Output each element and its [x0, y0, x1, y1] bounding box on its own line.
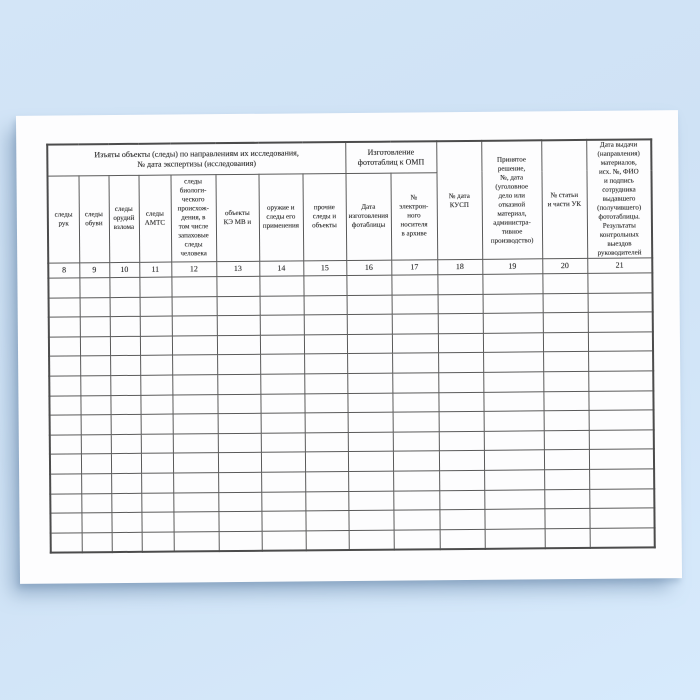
empty-cell [218, 511, 261, 531]
empty-cell [440, 509, 485, 529]
empty-cell [50, 454, 81, 474]
empty-cell [262, 531, 306, 551]
empty-cell [51, 533, 82, 553]
empty-cell [588, 312, 653, 332]
empty-cell [110, 336, 140, 356]
empty-cell [171, 277, 216, 297]
empty-cell [482, 274, 542, 294]
empty-cell [392, 314, 438, 334]
empty-cell [173, 492, 218, 512]
empty-cell [81, 474, 111, 494]
empty-cell [304, 354, 347, 374]
empty-cell [141, 434, 173, 454]
empty-cell [218, 413, 261, 433]
empty-cell [79, 278, 109, 298]
empty-cell [49, 337, 80, 357]
empty-cell [261, 413, 305, 433]
empty-cell [392, 353, 438, 373]
empty-cell [141, 493, 173, 513]
column-number: 15 [303, 261, 346, 276]
empty-cell [348, 491, 393, 511]
empty-cell [348, 432, 393, 452]
empty-cell [140, 355, 172, 375]
evidence-log-table [46, 138, 656, 553]
empty-cell [172, 355, 217, 375]
table-header [47, 139, 652, 278]
empty-cell [218, 472, 261, 492]
empty-cell [260, 393, 304, 413]
empty-cell [80, 395, 110, 415]
empty-cell [49, 317, 80, 337]
empty-cell [483, 293, 543, 313]
empty-cell [304, 334, 347, 354]
empty-cell [483, 333, 543, 353]
empty-cell [393, 412, 439, 432]
column-number: 14 [259, 261, 303, 276]
empty-cell [347, 314, 392, 334]
empty-cell [393, 490, 439, 510]
column-header-hand-traces: следы рук [47, 175, 79, 263]
column-number: 21 [587, 258, 652, 274]
empty-cell [304, 315, 347, 335]
column-header-kusp-number-date: № дата КУСП [436, 141, 482, 260]
empty-cell [392, 392, 438, 412]
empty-cell [589, 430, 654, 450]
empty-cell [483, 391, 543, 411]
empty-cell [80, 356, 110, 376]
empty-cell [49, 395, 80, 415]
empty-cell [140, 395, 172, 415]
empty-cell [544, 489, 589, 509]
empty-cell [305, 491, 348, 511]
empty-cell [543, 391, 588, 411]
empty-cell [438, 314, 483, 334]
empty-cell [484, 489, 544, 509]
empty-cell [544, 411, 589, 431]
empty-cell [49, 356, 80, 376]
empty-cell [348, 412, 393, 432]
column-number: 13 [216, 261, 259, 276]
empty-cell [173, 433, 218, 453]
column-number: 19 [482, 259, 542, 275]
empty-cell [219, 531, 262, 551]
empty-cell [139, 277, 171, 297]
empty-cell [82, 532, 112, 552]
empty-cell [111, 512, 141, 532]
empty-cell [304, 295, 347, 315]
table-body [48, 273, 654, 553]
empty-cell [349, 530, 394, 550]
empty-cell [49, 297, 80, 317]
empty-cell [589, 449, 654, 469]
empty-cell [438, 333, 483, 353]
empty-cell [305, 471, 348, 491]
empty-cell [173, 414, 218, 434]
empty-cell [173, 453, 218, 473]
empty-cell [49, 376, 80, 396]
empty-cell [80, 297, 110, 317]
column-header-electronic-media-number: № электрон- ного носителя в архиве [391, 172, 438, 260]
column-header-phototable-date: Дата изготовления фотаблицы [346, 173, 392, 261]
column-header-shoe-traces: следы обуви [78, 175, 109, 263]
empty-cell [439, 411, 484, 431]
empty-cell [81, 454, 111, 474]
empty-cell [437, 274, 482, 294]
empty-cell [172, 375, 217, 395]
empty-cell [439, 431, 484, 451]
empty-cell [544, 450, 589, 470]
empty-cell [217, 296, 260, 316]
column-number: 9 [79, 263, 109, 278]
empty-cell [173, 473, 218, 493]
empty-cell [217, 315, 260, 335]
empty-cell [589, 469, 654, 489]
empty-cell [589, 488, 654, 508]
column-header-criminal-code-article: № статьи и части УК [541, 140, 587, 259]
empty-cell [141, 453, 173, 473]
empty-cell [81, 415, 111, 435]
empty-cell [172, 394, 217, 414]
column-header-biological-traces: следы биологи- ческого происхож- дения, в том числе запаховые следы человека [170, 174, 216, 262]
empty-cell [50, 474, 81, 494]
empty-cell [483, 372, 543, 392]
column-header-vehicle-traces: следы АМТС [138, 175, 171, 263]
empty-cell [588, 351, 653, 371]
column-number: 20 [542, 258, 587, 273]
group-header-phototable-production: Изготовление фототаблиц к ОМП [345, 141, 436, 173]
empty-cell [141, 512, 173, 532]
empty-cell [347, 334, 392, 354]
empty-cell [543, 313, 588, 333]
empty-cell [391, 275, 437, 295]
empty-cell [439, 470, 484, 490]
column-number: 11 [139, 262, 171, 277]
empty-cell [111, 434, 141, 454]
scanned-form-page [16, 110, 682, 584]
empty-cell [347, 295, 392, 315]
empty-cell [217, 335, 260, 355]
empty-cell [348, 451, 393, 471]
empty-cell [111, 473, 141, 493]
empty-cell [348, 471, 393, 491]
column-header-decision: Принятое решение, №, дата (уголовное дело или отказной материал, администра- тивное производство) [481, 140, 542, 259]
empty-cell [484, 450, 544, 470]
empty-cell [392, 373, 438, 393]
empty-cell [260, 295, 304, 315]
empty-cell [393, 431, 439, 451]
empty-cell [50, 493, 81, 513]
empty-cell [261, 433, 305, 453]
empty-cell [172, 316, 217, 336]
empty-cell [80, 336, 110, 356]
empty-cell [347, 373, 392, 393]
empty-cell [544, 469, 589, 489]
empty-cell [140, 336, 172, 356]
empty-cell [259, 276, 303, 296]
empty-cell [110, 375, 140, 395]
column-number: 18 [437, 259, 482, 274]
empty-cell [394, 529, 440, 549]
empty-cell [305, 452, 348, 472]
empty-cell [438, 392, 483, 412]
empty-row [51, 528, 655, 553]
empty-cell [260, 354, 304, 374]
empty-cell [543, 352, 588, 372]
empty-cell [588, 390, 653, 410]
empty-cell [303, 276, 346, 296]
empty-cell [261, 472, 305, 492]
empty-cell [304, 373, 347, 393]
column-header-materials-issue-date: Дата выдачи (направления) материалов, исх. №, ФИО и подпись сотрудника выдавшего (получившего) фототаблицы. Результаты контрольных выездов руководителей [586, 139, 652, 258]
empty-cell [217, 355, 260, 375]
empty-cell [80, 376, 110, 396]
empty-cell [483, 352, 543, 372]
empty-cell [80, 317, 110, 337]
empty-cell [306, 530, 349, 550]
empty-cell [439, 451, 484, 471]
column-number: 10 [109, 262, 139, 277]
empty-cell [50, 415, 81, 435]
empty-cell [81, 493, 111, 513]
empty-cell [172, 335, 217, 355]
empty-cell [590, 528, 655, 548]
empty-cell [485, 509, 545, 529]
column-number: 12 [171, 262, 216, 277]
empty-cell [305, 413, 348, 433]
empty-cell [217, 374, 260, 394]
empty-cell [588, 371, 653, 391]
empty-cell [141, 473, 173, 493]
empty-cell [485, 529, 545, 549]
empty-cell [217, 394, 260, 414]
empty-cell [349, 510, 394, 530]
empty-cell [484, 470, 544, 490]
empty-cell [305, 432, 348, 452]
empty-cell [140, 316, 172, 336]
column-header-breakin-tool-traces: следы орудий взлома [108, 175, 139, 263]
empty-cell [438, 353, 483, 373]
empty-cell [111, 454, 141, 474]
empty-cell [543, 293, 588, 313]
empty-cell [589, 410, 654, 430]
empty-cell [543, 371, 588, 391]
empty-cell [173, 512, 218, 532]
empty-cell [81, 434, 111, 454]
empty-cell [111, 493, 141, 513]
empty-cell [346, 275, 391, 295]
empty-cell [484, 411, 544, 431]
empty-cell [50, 513, 81, 533]
empty-cell [172, 296, 217, 316]
empty-cell [112, 532, 142, 552]
empty-cell [439, 490, 484, 510]
empty-cell [305, 511, 348, 531]
empty-cell [542, 273, 587, 293]
empty-cell [141, 414, 173, 434]
empty-cell [393, 451, 439, 471]
empty-cell [50, 435, 81, 455]
empty-cell [394, 510, 440, 530]
empty-cell [81, 513, 111, 533]
group-header-seized-objects: Изъяты объекты (следы) по направлениям их исследования, № дата экспертизы (исследования) [47, 142, 345, 176]
empty-cell [218, 433, 261, 453]
empty-cell [260, 315, 304, 335]
column-header-weapon-traces: оружие и следы его применения [258, 174, 303, 262]
empty-cell [543, 332, 588, 352]
empty-cell [484, 431, 544, 451]
empty-cell [174, 531, 219, 551]
empty-cell [140, 375, 172, 395]
empty-cell [261, 511, 305, 531]
empty-cell [438, 372, 483, 392]
empty-cell [483, 313, 543, 333]
column-number: 16 [346, 260, 391, 275]
empty-cell [347, 353, 392, 373]
empty-cell [588, 292, 653, 312]
empty-cell [142, 532, 174, 552]
empty-cell [590, 508, 655, 528]
empty-cell [393, 471, 439, 491]
empty-cell [110, 297, 140, 317]
empty-cell [216, 276, 259, 296]
empty-cell [261, 452, 305, 472]
empty-cell [260, 335, 304, 355]
column-number: 17 [391, 260, 437, 275]
empty-cell [392, 294, 438, 314]
column-header-other-traces: прочие следы и объекты [302, 173, 346, 261]
empty-cell [392, 334, 438, 354]
empty-cell [110, 356, 140, 376]
column-number: 8 [48, 263, 79, 278]
empty-cell [588, 332, 653, 352]
empty-cell [260, 374, 304, 394]
empty-cell [110, 317, 140, 337]
empty-cell [545, 509, 590, 529]
empty-cell [111, 414, 141, 434]
empty-cell [109, 277, 139, 297]
empty-cell [140, 297, 172, 317]
empty-cell [347, 393, 392, 413]
empty-cell [438, 294, 483, 314]
empty-cell [544, 430, 589, 450]
empty-cell [218, 453, 261, 473]
empty-cell [261, 491, 305, 511]
empty-cell [304, 393, 347, 413]
empty-cell [587, 273, 652, 293]
empty-cell [110, 395, 140, 415]
empty-cell [218, 492, 261, 512]
empty-cell [48, 278, 79, 298]
empty-cell [545, 528, 590, 548]
group-header-row [47, 139, 651, 175]
empty-cell [440, 529, 485, 549]
column-header-kemvi-objects: объекты КЭ МВ и [215, 174, 259, 262]
